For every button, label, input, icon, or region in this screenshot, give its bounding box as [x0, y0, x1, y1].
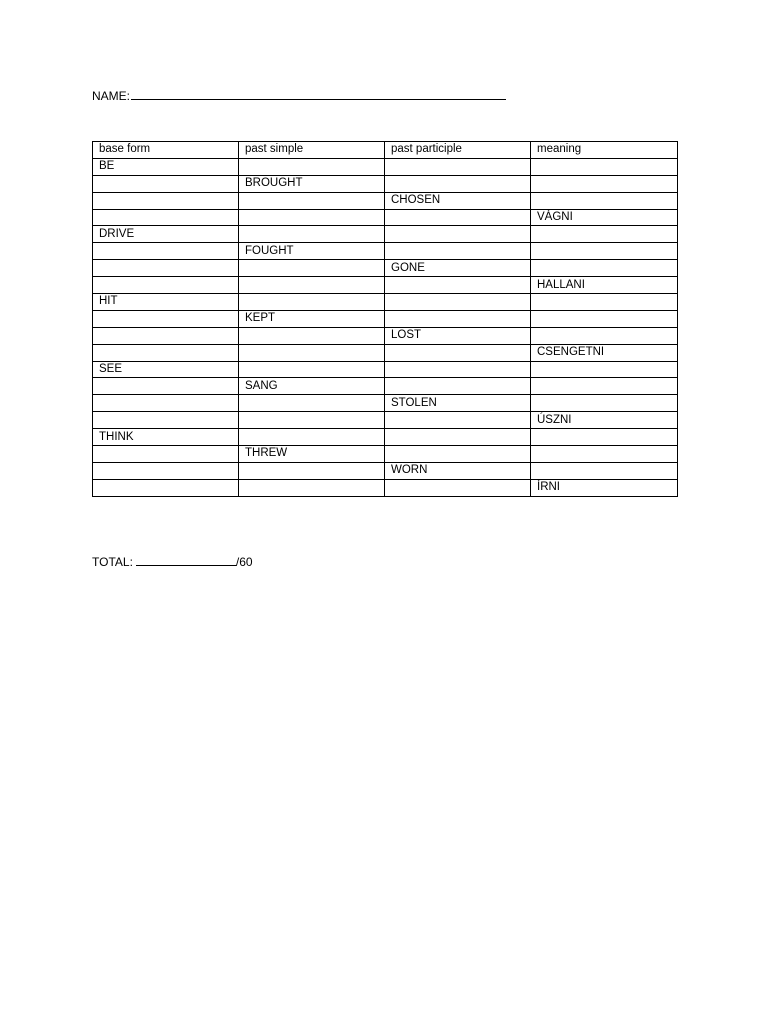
cell-past-simple[interactable]	[239, 209, 385, 226]
cell-meaning[interactable]	[531, 294, 678, 311]
cell-past-simple[interactable]	[239, 277, 385, 294]
cell-past-participle[interactable]	[385, 378, 531, 395]
cell-meaning[interactable]	[531, 395, 678, 412]
cell-past-simple[interactable]	[239, 361, 385, 378]
cell-past-simple: BROUGHT	[239, 175, 385, 192]
cell-past-simple[interactable]	[239, 260, 385, 277]
cell-base-form[interactable]	[93, 462, 239, 479]
table-row	[93, 243, 678, 260]
cell-base-form: SEE	[93, 361, 239, 378]
cell-base-form[interactable]	[93, 378, 239, 395]
cell-base-form: HIT	[93, 294, 239, 311]
cell-past-simple[interactable]	[239, 412, 385, 429]
cell-past-participle: WORN	[385, 462, 531, 479]
table-row	[93, 175, 678, 192]
cell-past-simple[interactable]	[239, 344, 385, 361]
cell-past-participle: GONE	[385, 260, 531, 277]
table-row	[93, 209, 678, 226]
cell-base-form[interactable]	[93, 479, 239, 496]
column-header-past-participle: past participle	[385, 142, 531, 159]
cell-past-participle[interactable]	[385, 294, 531, 311]
cell-meaning[interactable]	[531, 226, 678, 243]
cell-past-participle[interactable]	[385, 479, 531, 496]
cell-past-simple[interactable]	[239, 429, 385, 446]
cell-past-simple[interactable]	[239, 226, 385, 243]
name-blank-line[interactable]	[131, 87, 506, 100]
cell-meaning: ÍRNI	[531, 479, 678, 496]
cell-base-form[interactable]	[93, 175, 239, 192]
table-row	[93, 479, 678, 496]
cell-meaning[interactable]	[531, 175, 678, 192]
cell-meaning[interactable]	[531, 378, 678, 395]
cell-base-form[interactable]	[93, 327, 239, 344]
cell-meaning: VÁGNI	[531, 209, 678, 226]
cell-meaning: ÚSZNI	[531, 412, 678, 429]
cell-past-participle[interactable]	[385, 243, 531, 260]
column-header-past-simple: past simple	[239, 142, 385, 159]
cell-past-participle: STOLEN	[385, 395, 531, 412]
table-row	[93, 395, 678, 412]
cell-past-participle[interactable]	[385, 412, 531, 429]
table-header-row	[93, 142, 678, 159]
column-header-meaning: meaning	[531, 142, 678, 159]
cell-base-form[interactable]	[93, 192, 239, 209]
cell-past-participle[interactable]	[385, 277, 531, 294]
cell-meaning[interactable]	[531, 243, 678, 260]
cell-past-participle[interactable]	[385, 310, 531, 327]
table-row	[93, 344, 678, 361]
cell-past-participle[interactable]	[385, 344, 531, 361]
cell-past-simple: FOUGHT	[239, 243, 385, 260]
cell-base-form[interactable]	[93, 243, 239, 260]
table-row	[93, 462, 678, 479]
cell-base-form[interactable]	[93, 277, 239, 294]
table-row	[93, 310, 678, 327]
cell-past-simple: THREW	[239, 446, 385, 463]
table-row	[93, 226, 678, 243]
cell-past-simple[interactable]	[239, 158, 385, 175]
cell-base-form[interactable]	[93, 310, 239, 327]
column-header-base-form: base form	[93, 142, 239, 159]
cell-base-form[interactable]	[93, 209, 239, 226]
cell-past-participle[interactable]	[385, 226, 531, 243]
cell-past-simple[interactable]	[239, 462, 385, 479]
cell-base-form[interactable]	[93, 446, 239, 463]
cell-past-participle[interactable]	[385, 175, 531, 192]
cell-meaning[interactable]	[531, 327, 678, 344]
total-suffix: /60	[235, 555, 253, 569]
cell-meaning: HALLANI	[531, 277, 678, 294]
cell-past-participle[interactable]	[385, 446, 531, 463]
cell-meaning[interactable]	[531, 361, 678, 378]
cell-meaning[interactable]	[531, 446, 678, 463]
table-row	[93, 260, 678, 277]
cell-meaning[interactable]	[531, 158, 678, 175]
table-row	[93, 412, 678, 429]
cell-meaning: CSENGETNI	[531, 344, 678, 361]
cell-past-participle[interactable]	[385, 158, 531, 175]
table-row	[93, 158, 678, 175]
cell-base-form[interactable]	[93, 260, 239, 277]
table-row	[93, 277, 678, 294]
table-row	[93, 361, 678, 378]
cell-past-simple: KEPT	[239, 310, 385, 327]
table-body	[93, 142, 678, 497]
cell-meaning[interactable]	[531, 462, 678, 479]
table-row	[93, 446, 678, 463]
name-field	[92, 87, 506, 104]
cell-meaning[interactable]	[531, 310, 678, 327]
cell-past-simple[interactable]	[239, 294, 385, 311]
cell-base-form[interactable]	[93, 412, 239, 429]
table-row	[93, 378, 678, 395]
cell-past-simple[interactable]	[239, 192, 385, 209]
cell-base-form: BE	[93, 158, 239, 175]
total-blank-line[interactable]	[136, 553, 236, 566]
irregular-verbs-table	[92, 141, 678, 497]
cell-meaning[interactable]	[531, 429, 678, 446]
table-row	[93, 294, 678, 311]
cell-past-simple: SANG	[239, 378, 385, 395]
table-row	[93, 327, 678, 344]
cell-base-form[interactable]	[93, 395, 239, 412]
table-row	[93, 192, 678, 209]
total-field	[92, 553, 253, 570]
cell-past-participle[interactable]	[385, 209, 531, 226]
cell-past-simple[interactable]	[239, 327, 385, 344]
cell-meaning[interactable]	[531, 260, 678, 277]
cell-past-participle: LOST	[385, 327, 531, 344]
cell-past-simple[interactable]	[239, 395, 385, 412]
cell-past-participle[interactable]	[385, 429, 531, 446]
table-row	[93, 429, 678, 446]
name-label: NAME:	[92, 89, 131, 103]
cell-base-form[interactable]	[93, 344, 239, 361]
total-label: TOTAL:	[92, 555, 133, 569]
cell-meaning[interactable]	[531, 192, 678, 209]
cell-past-participle[interactable]	[385, 361, 531, 378]
cell-base-form: THINK	[93, 429, 239, 446]
cell-base-form: DRIVE	[93, 226, 239, 243]
cell-past-participle: CHOSEN	[385, 192, 531, 209]
cell-past-simple[interactable]	[239, 479, 385, 496]
